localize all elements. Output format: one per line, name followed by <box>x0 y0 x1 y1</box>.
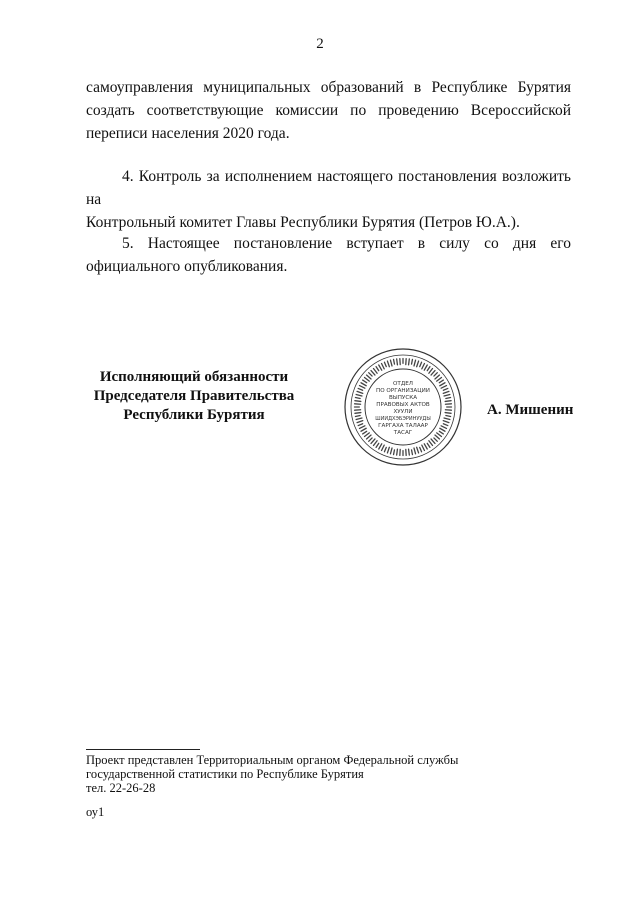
seal-ring-mark <box>384 447 386 451</box>
seal-ring-mark <box>367 435 372 439</box>
seal-ring-mark <box>434 438 437 441</box>
text-line: официального опубликования. <box>86 258 288 275</box>
seal-ring-mark <box>357 421 363 423</box>
seal-ring-mark <box>445 401 451 402</box>
seal-text: ВЫПУСКА <box>388 395 418 401</box>
seal-ring-mark <box>365 433 370 437</box>
seal-ring-mark <box>440 383 445 386</box>
document-code: оу1 <box>86 805 105 819</box>
seal-ring-mark <box>443 424 447 426</box>
seal-ring-mark <box>424 444 427 449</box>
seal-ring-mark <box>420 447 422 451</box>
seal-ring-mark <box>445 413 451 414</box>
seal-ring-mark <box>384 362 386 366</box>
seal-ring-mark <box>412 450 413 455</box>
seal-ring-mark <box>360 426 365 429</box>
seal-ring-mark <box>382 364 385 369</box>
seal-ring-mark <box>355 398 360 399</box>
seal-ring-mark <box>443 391 449 393</box>
seal-ring-mark <box>376 443 379 447</box>
seal-ring-mark <box>414 360 416 366</box>
seal-ring-mark <box>387 447 389 453</box>
text-line: 5. Настоящее постановление вступает в силу со дня его <box>122 235 571 252</box>
seal-ring-mark <box>422 364 425 369</box>
seal-ring-mark <box>356 394 362 396</box>
signer-title <box>80 368 308 425</box>
seal-ring-mark <box>373 369 377 374</box>
seal-text: ПРАВОВЫХ АКТОВ <box>376 402 430 408</box>
seal-ring-mark <box>390 360 392 366</box>
seal-ring-mark <box>441 426 446 429</box>
seal-text: ГАРГАХА ТАЛААР <box>378 423 428 429</box>
seal-ring-mark <box>437 377 442 381</box>
seal-ring-mark <box>361 383 366 386</box>
seal-ring-mark <box>397 449 398 455</box>
footnote-line: Проект представлен Территориальным органом Федеральной службы <box>86 753 459 767</box>
seal-ring-mark <box>369 373 372 376</box>
seal-ring-mark <box>440 428 445 431</box>
seal-ring-mark <box>431 439 435 444</box>
seal-ring-mark <box>424 365 427 370</box>
seal-ring-mark <box>371 439 375 444</box>
seal-ring-mark <box>443 421 449 423</box>
seal-ring-mark <box>422 445 425 450</box>
seal-ring-mark <box>369 438 372 441</box>
footnote <box>86 753 506 795</box>
seal-ring-mark <box>434 373 437 376</box>
seal-ring-mark <box>371 371 375 376</box>
signer-title-line: Республики Бурятия <box>123 407 265 423</box>
seal-ring-mark <box>355 416 360 417</box>
seal-ring-mark <box>409 359 410 365</box>
seal-ring-mark <box>379 365 382 370</box>
text-line: Контрольный комитет Главы Республики Бурятия (Петров Ю.А.). <box>86 214 520 231</box>
seal-ring-mark <box>435 435 440 439</box>
seal-ring-mark <box>414 448 416 454</box>
seal-text: ПО ОРГАНИЗАЦИИ <box>376 388 430 394</box>
seal-ring-mark <box>382 445 385 450</box>
seal-ring-mark <box>412 359 413 364</box>
footnote-line: государственной статистики по Республике Бурятия <box>86 767 364 781</box>
text-line: 4. Контроль за исполнением настоящего постановления возложить на <box>86 168 571 208</box>
seal-ring-mark <box>387 361 389 367</box>
seal-ring-mark <box>363 380 367 383</box>
text-line: переписи населения 2020 года. <box>86 125 290 142</box>
footnote-divider <box>86 749 200 750</box>
seal-text: ТАСАГ <box>393 430 413 436</box>
seal-ring-mark <box>394 359 395 364</box>
seal-ring-mark <box>356 418 362 420</box>
seal-ring-mark <box>379 444 382 449</box>
seal-ring-mark <box>443 388 447 390</box>
signer-name: А. Мишенин <box>487 402 574 418</box>
seal-ring-mark <box>444 394 450 396</box>
paragraph-item-4 <box>86 165 571 234</box>
official-seal-stamp <box>343 347 463 467</box>
seal-ring-mark <box>446 398 451 399</box>
seal-ring-mark <box>358 424 362 426</box>
seal-ring-mark <box>358 388 362 390</box>
seal-ring-mark <box>367 375 372 379</box>
seal-ring-mark <box>355 401 361 402</box>
seal-ring-mark <box>373 441 377 446</box>
paragraph-item-5 <box>86 232 571 278</box>
seal-ring-mark <box>427 443 430 447</box>
seal-text: ШИИДХЭБЭРИНУУДЫ <box>375 416 431 422</box>
seal-ring-mark <box>397 359 398 365</box>
seal-ring-mark <box>427 367 430 371</box>
seal-ring-mark <box>355 413 361 414</box>
text-line: создать соответствующие комиссии по проведению Всероссийской <box>86 102 571 119</box>
seal-ring-mark <box>409 449 410 455</box>
seal-ring-mark <box>420 362 422 366</box>
seal-ring-mark <box>429 369 433 374</box>
seal-ring-mark <box>439 431 443 434</box>
seal-text: ХУУЛИ <box>393 409 413 415</box>
seal-ring-mark <box>417 361 419 367</box>
page-number: 2 <box>316 36 324 52</box>
seal-ring-mark <box>431 371 435 376</box>
signer-title-line: Исполняющий обязанности <box>99 369 289 385</box>
seal-ring-mark <box>390 448 392 454</box>
seal-ring-mark <box>357 391 363 393</box>
seal-text: ОТДЕЛ <box>393 381 413 387</box>
seal-ring-mark <box>435 375 440 379</box>
footnote-line: тел. 22-26-28 <box>86 781 156 795</box>
seal-ring-mark <box>446 416 451 417</box>
seal-ring-mark <box>361 428 366 431</box>
seal-ring-mark <box>376 367 379 371</box>
seal-ring-mark <box>437 433 442 437</box>
seal-ring-mark <box>360 386 365 389</box>
seal-ring-mark <box>444 418 450 420</box>
seal-ring-mark <box>365 377 370 381</box>
signer-title-line: Председателя Правительства <box>93 388 295 404</box>
seal-ring-mark <box>417 447 419 453</box>
seal-ring-mark <box>363 431 367 434</box>
seal-ring-mark <box>439 380 443 383</box>
seal-ring-mark <box>429 441 433 446</box>
text-line: самоуправления муниципальных образований в Республике Бурятия <box>86 79 571 96</box>
seal-ring-mark <box>441 386 446 389</box>
seal-ring-mark <box>394 450 395 455</box>
paragraph-continuation <box>86 76 571 145</box>
